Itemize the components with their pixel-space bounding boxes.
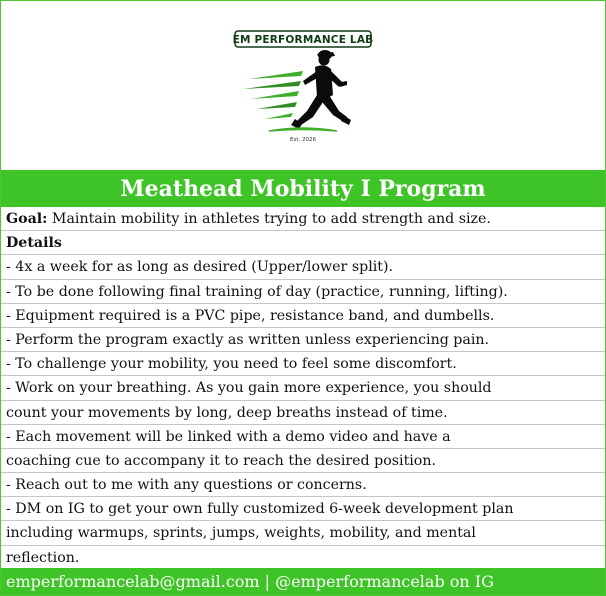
program-details bbox=[1, 207, 605, 570]
detail-line: - Reach out to me with any questions or concerns. bbox=[1, 473, 605, 497]
detail-line: - Each movement will be linked with a demo video and have a bbox=[1, 425, 605, 449]
detail-line: - 4x a week for as long as desired (Upper/lower split). bbox=[1, 255, 605, 279]
logo-established-text: Est. 2026 bbox=[290, 137, 316, 143]
detail-line: - To challenge your mobility, you need to feel some discomfort. bbox=[1, 352, 605, 376]
detail-line: coaching cue to accompany it to reach the desired position. bbox=[1, 449, 605, 473]
detail-line: - Perform the program exactly as written unless experiencing pain. bbox=[1, 328, 605, 352]
speed-lines-icon bbox=[243, 71, 303, 119]
detail-line: including warmups, sprints, jumps, weights, mobility, and mental bbox=[1, 521, 605, 545]
runner-icon bbox=[291, 50, 351, 129]
detail-line: - DM on IG to get your own fully customized 6-week development plan bbox=[1, 497, 605, 521]
detail-line: count your movements by long, deep breaths instead of time. bbox=[1, 401, 605, 425]
detail-line: - Work on your breathing. As you gain more experience, you should bbox=[1, 376, 605, 400]
details-heading: Details bbox=[1, 231, 605, 255]
goal-label: Goal: bbox=[6, 211, 48, 227]
logo-area bbox=[1, 1, 605, 169]
em-performance-lab-logo bbox=[229, 25, 377, 151]
ground-swoosh bbox=[269, 128, 337, 131]
detail-line: reflection. bbox=[6, 549, 80, 566]
detail-line: - To be done following final training of day (practice, running, lifting). bbox=[1, 280, 605, 304]
goal-row bbox=[1, 207, 605, 231]
program-title: Meathead Mobility I Program bbox=[1, 170, 605, 207]
goal-text: Maintain mobility in athletes trying to add strength and size. bbox=[51, 211, 491, 227]
contact-footer: emperformancelab@gmail.com | @emperformancelab on IG bbox=[1, 568, 605, 595]
logo-brand-text: EM PERFORMANCE LAB bbox=[232, 34, 374, 46]
detail-line: - Equipment required is a PVC pipe, resistance band, and dumbells. bbox=[1, 304, 605, 328]
